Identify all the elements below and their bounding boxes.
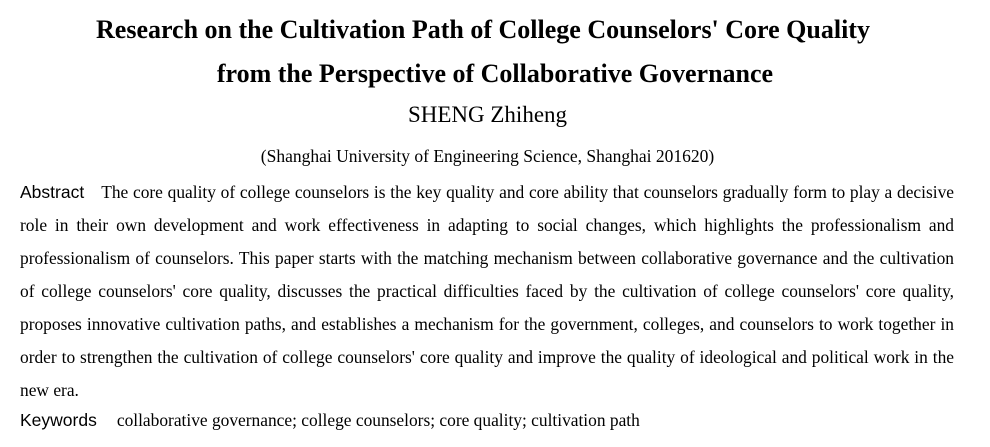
paper-title-line-1: Research on the Cultivation Path of College Counselors' Core Quality	[96, 15, 870, 44]
keywords-text: collaborative governance; college counselors; core quality; cultivation path	[116, 410, 640, 430]
abstract-text: The core quality of college counselors is the key quality and core ability that counselors gradually form to play a decisive role in their own development and work effectiveness in adapting to social changes, which highlights the professionalism and professionalism of counselors. This paper starts with the matching mechanism between collaborative governance and the cultivation of college counselors' core quality, discusses the practical difficulties faced by the cultivation of college counselors' core quality, proposes innovative cultivation paths, and establishes a mechanism for the government, colleges, and counselors to work together in order to strengthen the cultivation of college counselors' core quality and improve the quality of ideological and political work in the new era.	[20, 182, 954, 400]
paper-title-line-2: from the Perspective of Collaborative Governance	[216, 59, 774, 88]
author-name: SHENG Zhiheng	[407, 102, 568, 127]
abstract-section	[20, 176, 954, 407]
keywords-label: Keywords	[20, 410, 97, 430]
abstract-label: Abstract	[20, 182, 85, 202]
author-affiliation: (Shanghai University of Engineering Science, Shanghai 201620)	[260, 146, 715, 166]
keywords-section	[20, 404, 954, 437]
